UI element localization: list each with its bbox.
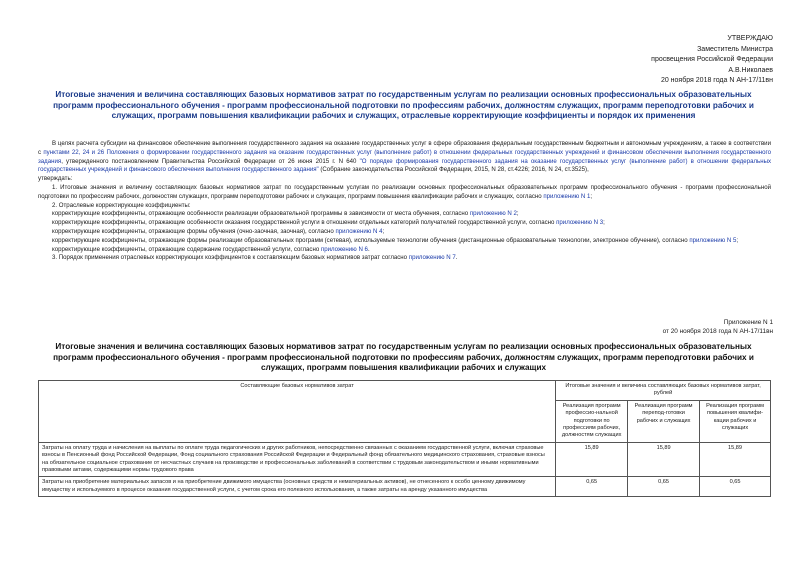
text: корректирующие коэффициенты, отражающие формы реализации образовательных программ (сетевая), используемые технологии обучения (дистанционные образовательные технологии, электронное обучение), согласно	[52, 236, 690, 244]
item-1	[38, 184, 771, 202]
row-value: 15,89	[556, 442, 628, 477]
text: корректирующие коэффициенты, отражающие содержание государственной услуги, согласно	[52, 245, 321, 253]
text: 3. Порядок применения отраслевых корректирующих коэффициентов к составляющим базовых нормативов затрат согласно	[52, 254, 409, 262]
annex-header	[513, 318, 773, 336]
subheader-training: Реализация программ профессио-нальной подготовки по профессиям рабочих, должностям служащих	[556, 400, 628, 442]
text: .	[455, 254, 458, 262]
text: В целях расчета субсидии на финансовое обеспечение выполнения государственного задания на оказание государственных услуг в сфере образования федеральным государственным бюджетным и автономным учреждениям, а также в соответствии с	[38, 140, 771, 156]
link-annex-5[interactable]: приложению N 5	[689, 236, 737, 244]
text: .	[367, 245, 370, 253]
text: ;	[603, 219, 605, 227]
text: 1. Итоговые значения и величину составляющих базовых нормативов затрат по государственным услугам по реализации основных профессиональных образовательных программ профессионального обучения - программ профессиональной подготовки по профессиям рабочих, должностям служащих, программ переподготовки рабочих и служащих, программ повышения квалификации рабочих и служащих, согласно	[38, 183, 771, 200]
intro-paragraph	[38, 140, 771, 175]
link-points[interactable]: пунктами 22, 24 и 26	[43, 148, 105, 156]
item-2-3	[38, 228, 771, 237]
text: корректирующие коэффициенты, отражающие особенности реализации образовательной программы в зависимости от места обучения, согласно	[52, 210, 470, 218]
row-label: Затраты на приобретение материальных запасов и на приобретение движимого имущества (основных средств и нематериальных активов), не отнесенного к особо ценному движимому имуществу и используемого в процессе оказания государственной услуги, с учетом срока его полезного использования, а также затраты на аренду указанного имущества	[39, 477, 556, 497]
approval-date: 20 ноября 2018 года N АН-17/11вн	[660, 77, 773, 84]
header-values: Итоговые значения и величина составляющих базовых нормативов затрат, рублей	[556, 381, 771, 401]
costs-table	[38, 380, 771, 497]
item-2-4	[38, 237, 771, 246]
text: ;	[382, 227, 385, 235]
annex-date: от 20 ноября 2018 года N АН-17/11вн	[662, 328, 773, 335]
row-value: 15,89	[628, 442, 700, 477]
text: ;	[736, 236, 739, 244]
table-header-row	[39, 381, 771, 401]
text: , утвержденного постановлением Правительства Российской Федерации от 26 июня 2015 г. N 640	[61, 157, 360, 165]
approval-ministry: просвещения Российской Федерации	[651, 56, 773, 63]
link-annex-3[interactable]: приложению N 3	[556, 219, 604, 227]
annex-number: Приложение N 1	[723, 319, 773, 326]
row-value: 0,65	[628, 477, 700, 497]
table-row	[39, 477, 771, 497]
link-annex-4[interactable]: приложению N 4	[335, 227, 383, 235]
link-regulation[interactable]: Положения о формировании государственного задания на оказание государственных услуг (выполнение работ) в отношении федеральных государственных учреждений и финансовом обеспечении выполнения государственного задания	[38, 148, 771, 165]
document-title: Итоговые значения и величина составляющих базовых нормативов затрат по государственным услугам по реализации основных профессиональных образовательных программ профессионального обучения - программ профессиональной подготовки по профессиям рабочих, должностям служащих, программ переподготовки рабочих и служащих, программ повышения квалификации рабочих и служащих, отраслевые корректирующие коэффициенты и порядок их применения	[53, 90, 754, 121]
item-2-5	[38, 246, 771, 255]
link-annex-1[interactable]: приложению N 1	[543, 192, 591, 200]
header-components: Составляющие базовых нормативов затрат	[39, 381, 556, 443]
approve-line: утверждать:	[38, 175, 73, 183]
item-2-1	[38, 210, 771, 219]
row-label: Затраты на оплату труда и начисления на выплаты по оплате труда педагогических и других работников, непосредственно связанных с оказанием государственной услуги, включая страховые взносы в Пенсионный фонд Российской Федерации, Фонд социального страхования Российской Федерации и Федеральный фонд обязательного медицинского страхования, страховые взносы на обязательное социальное страхование от несчастных случаев на производстве и профессиональных заболеваний в соответствии с трудовым законодательством и иными нормативными правовыми актами, содержащими нормы трудового права	[39, 442, 556, 477]
link-resolution[interactable]: "О порядке формирования государственного задания на оказание государственных услуг (выполнение работ) в отношении федеральных государственных учреждений и финансового обеспечения выполнения государственного задания"	[38, 157, 771, 174]
row-value: 0,65	[556, 477, 628, 497]
table-row	[39, 442, 771, 477]
link-annex-6[interactable]: приложению N 6	[320, 245, 368, 253]
intro-text	[38, 140, 771, 263]
row-value: 0,65	[700, 477, 771, 497]
text: (Собрание законодательства Российской Федерации, 2015, N 28, ст.4226; 2016, N 24, ст.3525),	[318, 166, 589, 174]
approval-position: Заместитель Министра	[697, 45, 773, 53]
link-annex-2[interactable]: приложению N 2	[469, 210, 517, 218]
approval-block	[573, 34, 773, 87]
item-3	[38, 254, 771, 263]
row-value: 15,89	[700, 442, 771, 477]
approval-signatory: А.В.Николаев	[728, 66, 773, 74]
subheader-retraining: Реализация программ перепод-готовки рабочих и служащих	[628, 400, 700, 442]
text: корректирующие коэффициенты, отражающие особенности оказания государственной услуги в отношении отдельных категорий получателей государственной услуги, согласно	[52, 219, 557, 227]
subheader-qualification: Реализация программ повышения квалифи-кации рабочих и служащих	[700, 400, 771, 442]
annex-title: Итоговые значения и величина составляющих базовых нормативов затрат по государственным услугам по реализации основных профессиональных образовательных программ профессионального обучения - программ профессиональной подготовки по профессиям рабочих, должностям служащих, программ переподготовки рабочих и служащих, программ повышения квалификации рабочих и служащих	[53, 342, 754, 373]
text: корректирующие коэффициенты, отражающие формы обучения (очно-заочная, заочная), согласно	[52, 227, 336, 235]
text: ;	[590, 192, 593, 200]
item-2: 2. Отраслевые корректирующие коэффициенты:	[52, 201, 191, 209]
item-2-2	[38, 219, 771, 228]
text: ;	[516, 210, 519, 218]
link-annex-7[interactable]: приложению N 7	[408, 254, 456, 262]
approval-heading: УТВЕРЖДАЮ	[727, 35, 773, 42]
